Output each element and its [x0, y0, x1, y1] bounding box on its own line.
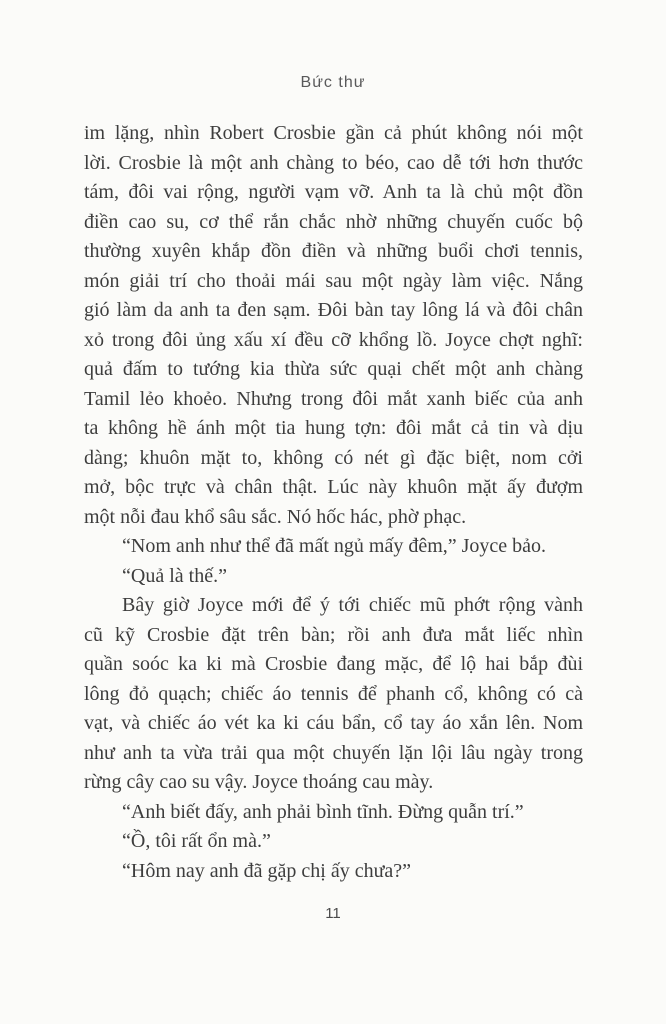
text-block — [84, 119, 583, 886]
text-line: tám, đôi vai rộng, người vạm vỡ. Anh ta là chủ một đồn — [84, 181, 583, 203]
text-line: gió làm da anh ta đen sạm. Đôi bàn tay lông lá và đôi chân — [84, 299, 583, 321]
text-line: như anh ta vừa trải qua một chuyến lặn lội lâu ngày trong — [84, 741, 583, 764]
text-line: “Ồ, tôi rất ổn mà.” — [122, 830, 271, 852]
text-line: thường xuyên khắp đồn điền và những buổi chơi tennis, — [84, 240, 583, 262]
text-line: mở, bộc trực và chân thật. Lúc này khuôn mặt ấy đượm — [84, 476, 583, 498]
text-line: “Hôm nay anh đã gặp chị ấy chưa?” — [122, 859, 412, 882]
text-line: Bây giờ Joyce mới để ý tới chiếc mũ phớt rộng vành — [122, 594, 583, 616]
text-line: “Quả là thế.” — [122, 564, 227, 587]
text-line: lời. Crosbie là một anh chàng to béo, cao dễ tới hơn thước — [84, 151, 583, 174]
text-line: lông đỏ quạch; chiếc áo tennis để phanh cổ, không có cà — [84, 682, 583, 705]
text-line: một nỗi đau khổ sâu sắc. Nó hốc hác, phờ phạc. — [84, 505, 467, 528]
text-line: cũ kỹ Crosbie đặt trên bàn; rồi anh đưa mắt liếc nhìn — [84, 623, 583, 646]
text-line: vạt, và chiếc áo vét ka ki cáu bẩn, cổ tay áo xắn lên. Nom — [84, 712, 583, 734]
text-line: “Nom anh như thể đã mất ngủ mấy đêm,” Joyce bảo. — [122, 535, 547, 557]
running-header: Bức thư — [300, 74, 366, 91]
text-line: “Anh biết đấy, anh phải bình tĩnh. Đừng quẫn trí.” — [122, 800, 524, 823]
text-line: quả đấm to tướng kia thừa sức quại chết một anh chàng — [84, 358, 583, 380]
text-line: ta không hề ánh một tia hung tợn: đôi mắt cả tin và dịu — [84, 417, 583, 439]
text-line: món giải trí cho thoải mái sau một ngày làm việc. Nắng — [84, 269, 583, 292]
text-line: dàng; khuôn mặt to, không có nét gì đặc biệt, nom cởi — [84, 446, 583, 469]
text-line: im lặng, nhìn Robert Crosbie gần cả phút không nói một — [84, 122, 583, 144]
text-line: điền cao su, cơ thể rắn chắc nhờ những chuyến cuốc bộ — [84, 210, 583, 233]
text-line: Tamil lẻo khoẻo. Nhưng trong đôi mắt xanh biếc của anh — [84, 387, 583, 410]
text-line: rừng cây cao su vậy. Joyce thoáng cau mày. — [84, 771, 434, 793]
page-number: 11 — [325, 905, 341, 922]
text-line: xỏ trong đôi ủng xấu xí đều cỡ khổng lồ. Joyce chợt nghĩ: — [84, 328, 583, 351]
text-line: quần soóc ka ki mà Crosbie đang mặc, để lộ hai bắp đùi — [84, 653, 583, 675]
